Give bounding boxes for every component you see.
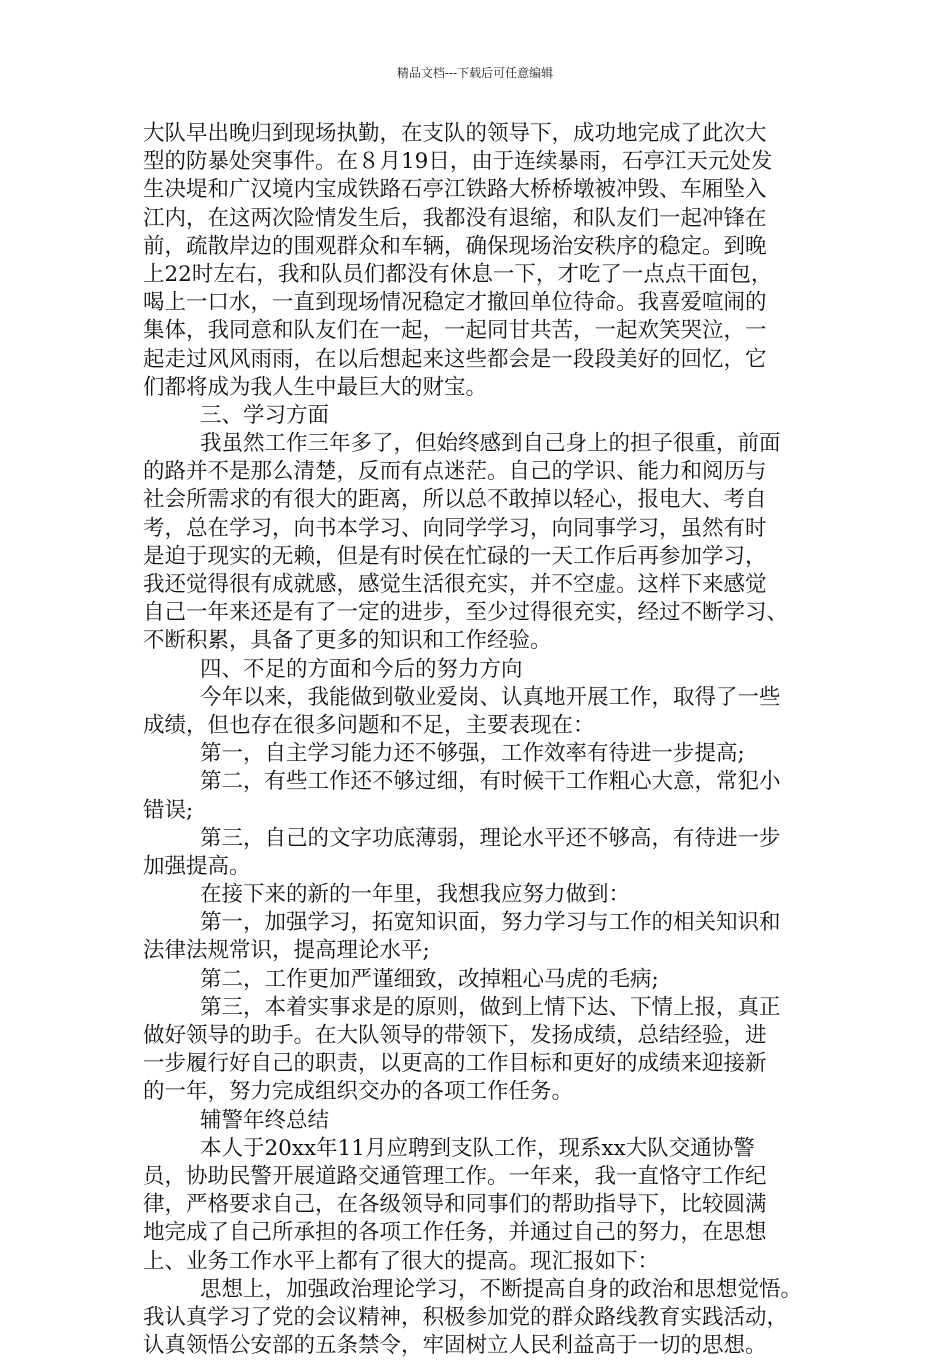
text-line: 喝上一口水，一直到现场情况稳定才撤回单位待命。我喜爱喧闹的 [143, 290, 767, 316]
text-line: 第一，加强学习，拓宽知识面，努力学习与工作的相关知识和 [200, 910, 781, 936]
text-line: 四、不足的方面和今后的努力方向 [200, 656, 523, 682]
text-line: 第三，自己的文字功底薄弱，理论水平还不够高，有待进一步 [200, 825, 781, 851]
text-line: 上22时左右，我和队员们都没有休息一下，才吃了一点点干面包， [143, 261, 773, 287]
page-header: 精品文档---下载后可任意编辑 [396, 66, 554, 80]
text-line: 错误; [143, 797, 194, 823]
text-line: 加强提高。 [143, 853, 251, 879]
text-line: 我还觉得很有成就感，感觉生活很充实，并不空虚。这样下来感觉 [143, 572, 767, 597]
text-line: 第一，自主学习能力还不够强，工作效率有待进一步提高; [200, 741, 745, 767]
text-line: 社会所需求的有很大的距离，所以总不敢掉以轻心，报电大、考自 [143, 487, 767, 513]
text-line: 认真领悟公安部的五条禁令，牢固树立人民利益高于一切的思想。 [143, 1333, 767, 1359]
text-line: 成绩，但也存在很多问题和不足，主要表现在： [143, 712, 595, 738]
text-line: 在接下来的新的一年里，我想我应努力做到： [200, 882, 631, 908]
text-line: 不断积累，具备了更多的知识和工作经验。 [143, 628, 552, 654]
text-line: 三、学习方面 [200, 402, 330, 428]
document-body [143, 120, 815, 1360]
text-line: 员，协助民警开展道路交通管理工作。一年来，我一直恪守工作纪 [143, 1163, 767, 1189]
text-line: 我认真学习了党的会议精神，积极参加党的群众路线教育实践活动， [143, 1304, 789, 1330]
text-line: 的路并不是那么清楚，反而有点迷茫。自己的学识、能力和阅历与 [143, 459, 767, 485]
text-line: 大队早出晚归到现场执勤，在支队的领导下，成功地完成了此次大 [143, 121, 767, 146]
text-line: 自己一年来还是有了一定的进步，至少过得很充实，经过不断学习、 [143, 600, 789, 626]
text-line: 一步履行好自己的职责，以更高的工作目标和更好的成绩来迎接新 [143, 1051, 767, 1077]
text-line: 们都将成为我人生中最巨大的财宝。 [143, 374, 488, 400]
text-line: 集体，我同意和队友们在一起，一起同甘共苦，一起欢笑哭泣，一 [143, 318, 767, 344]
text-line: 第二，工作更加严谨细致，改掉粗心马虎的毛病; [200, 966, 659, 992]
text-line: 辅警年终总结 [200, 1107, 330, 1133]
text-line: 上、业务工作水平上都有了很大的提高。现汇报如下： [143, 1248, 660, 1274]
text-line: 思想上，加强政治理论学习，不断提高自身的政治和思想觉悟。 [200, 1276, 803, 1302]
text-line: 型的防暴处突事件。在８月19日，由于连续暴雨，石亭江天元处发 [143, 149, 773, 175]
text-line: 的一年，努力完成组织交办的各项工作任务。 [143, 1079, 574, 1105]
text-line: 起走过风风雨雨，在以后想起来这些都会是一段段美好的回忆，它 [143, 346, 767, 372]
text-line: 生决堤和广汉境内宝成铁路石亭江铁路大桥桥墩被冲毁、车厢坠入 [143, 177, 767, 203]
text-line: 做好领导的助手。在大队领导的带领下，发扬成绩，总结经验，进 [143, 1023, 767, 1048]
text-line: 第三，本着实事求是的原则，做到上情下达、下情上报，真正 [200, 994, 781, 1020]
text-line: 律，严格要求自己，在各级领导和同事们的帮助指导下，比较圆满 [143, 1192, 767, 1218]
text-line: 第二，有些工作还不够过细，有时候干工作粗心大意，常犯小 [200, 769, 781, 795]
text-line: 今年以来，我能做到敬业爱岗、认真地开展工作，取得了一些 [200, 684, 781, 710]
text-line: 前，疏散岸边的围观群众和车辆，确保现场治安秩序的稳定。到晚 [143, 233, 767, 259]
text-line: 是迫于现实的无赖，但是有时侯在忙碌的一天工作后再参加学习， [143, 543, 767, 569]
text-line: 本人于20xx年11月应聘到支队工作，现系xx大队交通协警 [200, 1135, 755, 1161]
text-line: 考，总在学习，向书本学习、向同学学习，向同事学习，虽然有时 [143, 515, 767, 541]
text-line: 法律法规常识，提高理论水平; [143, 938, 430, 964]
text-line: 江内，在这两次险情发生后，我都没有退缩，和队友们一起冲锋在 [143, 205, 767, 231]
text-line: 地完成了自己所承担的各项工作任务，并通过自己的努力，在思想 [143, 1220, 767, 1246]
text-line: 我虽然工作三年多了，但始终感到自己身上的担子很重，前面 [200, 431, 781, 457]
